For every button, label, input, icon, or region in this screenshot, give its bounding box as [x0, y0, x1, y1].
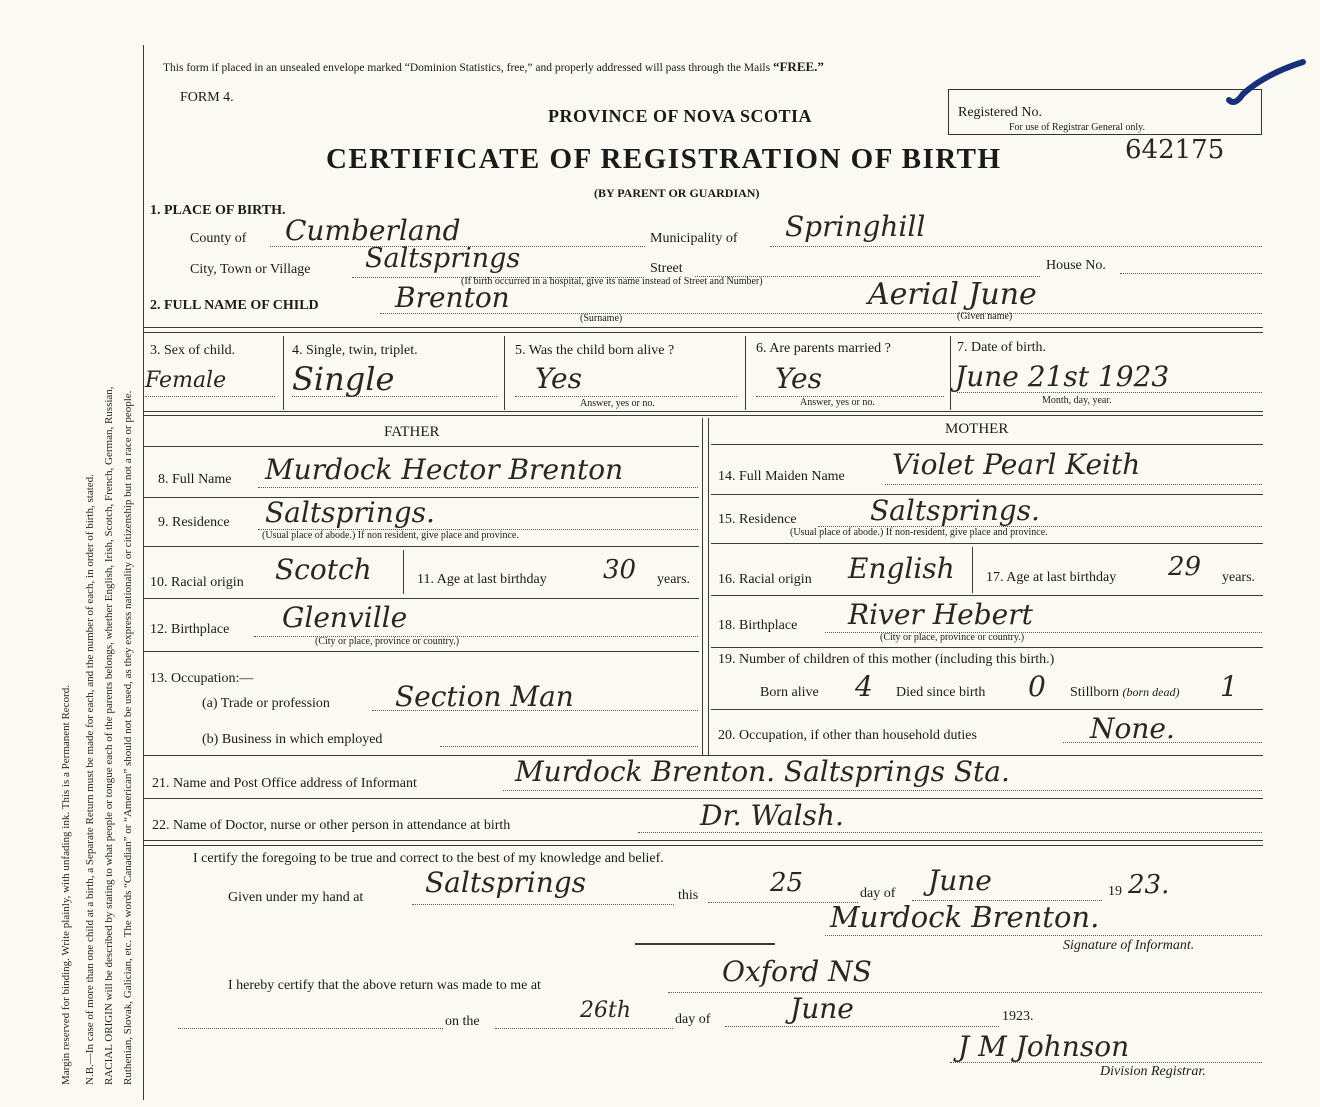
mother-occupation-line — [1063, 742, 1262, 743]
certify-year-prefix: 19 — [1108, 884, 1122, 899]
divider — [143, 446, 699, 447]
margin-note-1: Margin reserved for binding. Write plainly, with unfading ink. This is a Permanent Record. — [60, 685, 72, 1085]
divider — [711, 444, 1263, 445]
county-value: Cumberland — [285, 214, 461, 247]
child-given-name: Aerial June — [868, 277, 1037, 312]
mother-header: MOTHER — [945, 421, 1009, 437]
sex-label: 3. Sex of child. — [150, 343, 236, 358]
mail-notice: This form if placed in an unsealed envelope marked “Dominion Statistics, free,” and properly addressed will pass through the Mails “FREE.” — [163, 59, 824, 74]
doctor-label: 22. Name of Doctor, nurse or other person in attendance at birth — [152, 818, 511, 833]
married-label: 6. Are parents married ? — [756, 341, 891, 356]
registrar-statement: I hereby certify that the above return was made to me at — [228, 978, 541, 993]
registrar-lead-line — [178, 1028, 443, 1029]
informant-value: Murdock Brenton. Saltsprings Sta. — [515, 755, 1010, 788]
margin-note-4: Ruthenian, Slovak, Galician, etc. The words “Canadian” or “American” should not be used, as they express nationality or citizenship but not a race or people. — [122, 390, 134, 1085]
divider — [711, 595, 1263, 596]
father-res-value: Saltsprings. — [265, 496, 435, 529]
child-name-line — [380, 313, 1262, 314]
registered-box — [948, 89, 1262, 135]
trade-label: (a) Trade or profession — [202, 696, 330, 711]
divider — [143, 411, 1263, 412]
father-race-label: 10. Racial origin — [150, 575, 244, 590]
divider — [711, 647, 1263, 648]
dob-label: 7. Date of birth. — [957, 340, 1047, 355]
business-label: (b) Business in which employed — [202, 732, 383, 747]
registered-label: Registered No. — [958, 105, 1042, 120]
father-header: FATHER — [384, 424, 440, 440]
children-label: 19. Number of children of this mother (including this birth.) — [718, 652, 1055, 667]
signature-line — [825, 935, 1262, 936]
registrar-day: 26th — [580, 998, 632, 1023]
given-name-note: (Given name) — [957, 311, 1013, 322]
registrar-label: Division Registrar. — [1100, 1064, 1206, 1079]
father-birthplace-note: (City or place, province or country.) — [315, 636, 460, 647]
divider — [745, 336, 746, 410]
on-the-label: on the — [445, 1014, 480, 1029]
registrar-day-of-label: day of — [675, 1012, 711, 1027]
stillborn-label: Stillborn (born dead) — [1070, 685, 1180, 700]
father-age-value: 30 — [603, 555, 637, 585]
registrar-year: 1923. — [1002, 1009, 1034, 1024]
this-label: this — [678, 888, 699, 903]
city-label: City, Town or Village — [190, 262, 311, 277]
margin-note-2: N.B.—In case of more than one child at a birth, a Separate Return must be made for each, and the number of each, in order of birth, stated. — [84, 474, 96, 1085]
mother-name-line — [885, 484, 1262, 485]
sex-line — [145, 396, 275, 397]
margin-note-3: RACIAL ORIGIN will be described by stating to what people or tongue each of the parents belongs, whether English, Irish, Scotch, French, German, Russian, — [103, 386, 115, 1085]
certify-day: 25 — [770, 868, 804, 898]
mother-birthplace-value: River Hebert — [848, 598, 1033, 631]
born-alive-label: Born alive — [760, 685, 819, 700]
separator-line — [635, 943, 775, 945]
father-name-label: 8. Full Name — [158, 472, 232, 487]
dob-note: Month, day, year. — [1042, 395, 1112, 406]
registration-number: 642175 — [1125, 135, 1225, 165]
divider — [504, 336, 505, 410]
divider — [143, 651, 699, 652]
born-alive-value: 4 — [855, 670, 873, 703]
father-years: years. — [657, 572, 691, 587]
died-value: 0 — [1028, 670, 1046, 703]
municipality-label: Municipality of — [650, 231, 738, 246]
doctor-value: Dr. Walsh. — [700, 799, 844, 832]
municipality-value: Springhill — [785, 210, 926, 243]
registered-note: For use of Registrar General only. — [1009, 122, 1145, 133]
married-note: Answer, yes or no. — [800, 397, 875, 408]
trade-line — [372, 710, 698, 711]
day-of-label: day of — [860, 886, 896, 901]
house-label: House No. — [1046, 258, 1106, 273]
certify-month: June — [928, 864, 992, 897]
divider — [143, 415, 1263, 416]
divider — [143, 546, 699, 547]
twin-value: Single — [292, 360, 395, 398]
father-birthplace-label: 12. Birthplace — [150, 622, 230, 637]
house-line — [1120, 273, 1262, 274]
divider — [143, 840, 1263, 841]
given-place: Saltsprings — [425, 866, 587, 899]
mother-occupation-label: 20. Occupation, if other than household duties — [718, 728, 977, 743]
municipality-line — [770, 246, 1262, 247]
mother-res-note: (Usual place of abode.) If non-resident, give place and province. — [790, 527, 1048, 538]
father-race-value: Scotch — [275, 553, 372, 586]
form-number: FORM 4. — [180, 90, 234, 105]
business-line — [440, 746, 698, 747]
child-surname: Brenton — [395, 281, 510, 314]
stillborn-value: 1 — [1220, 670, 1238, 703]
mother-name-value: Violet Pearl Keith — [892, 448, 1141, 481]
given-place-line — [412, 904, 674, 905]
mother-age-value: 29 — [1168, 552, 1202, 582]
informant-line — [503, 790, 1262, 791]
divider — [283, 336, 284, 410]
mother-res-value: Saltsprings. — [870, 494, 1040, 527]
informant-signature: Murdock Brenton. — [830, 900, 1100, 934]
alive-note: Answer, yes or no. — [580, 398, 655, 409]
dob-value: June 21st 1923 — [955, 360, 1170, 393]
divider — [143, 332, 1263, 333]
certify-year: 23. — [1128, 870, 1170, 900]
street-label: Street — [650, 261, 683, 276]
occupation-label: 13. Occupation:— — [150, 671, 254, 686]
mother-age-label: 17. Age at last birthday — [986, 570, 1117, 585]
married-value: Yes — [775, 362, 822, 395]
signature-label: Signature of Informant. — [1063, 938, 1195, 953]
sex-value: Female — [145, 368, 227, 393]
mother-res-label: 15. Residence — [718, 512, 797, 527]
alive-label: 5. Was the child born alive ? — [515, 343, 675, 358]
informant-label: 21. Name and Post Office address of Informant — [152, 776, 417, 791]
mother-years: years. — [1222, 570, 1256, 585]
surname-note: (Surname) — [580, 313, 623, 324]
registrar-month: June — [790, 992, 854, 1025]
county-label: County of — [190, 231, 247, 246]
dob-line — [957, 392, 1262, 393]
mother-race-label: 16. Racial origin — [718, 572, 812, 587]
father-birthplace-value: Glenville — [282, 601, 408, 634]
mother-birthplace-label: 18. Birthplace — [718, 618, 798, 633]
hospital-note: (If birth occurred in a hospital, give its name instead of Street and Number) — [461, 276, 763, 287]
mother-race-value: English — [848, 552, 955, 585]
divider — [143, 845, 1263, 846]
mother-occupation-value: None. — [1090, 712, 1175, 745]
divider — [143, 327, 1263, 328]
father-res-note: (Usual place of abode.) If non resident, give place and province. — [262, 530, 519, 541]
alive-line — [515, 396, 737, 397]
page-title: CERTIFICATE OF REGISTRATION OF BIRTH — [326, 143, 1002, 175]
twin-line — [292, 396, 497, 397]
page-subtitle: (BY PARENT OR GUARDIAN) — [594, 186, 760, 200]
registrar-place: Oxford NS — [722, 955, 872, 988]
father-age-label: 11. Age at last birthday — [417, 572, 547, 587]
province-title: PROVINCE OF NOVA SCOTIA — [548, 106, 813, 126]
child-name-label: 2. FULL NAME OF CHILD — [150, 298, 319, 313]
city-value: Saltsprings — [365, 243, 521, 274]
father-name-line — [258, 487, 698, 488]
margin-border — [143, 45, 144, 1100]
father-res-label: 9. Residence — [158, 515, 230, 530]
checkmark-icon — [1225, 58, 1310, 108]
certify-statement: I certify the foregoing to be true and correct to the best of my knowledge and belief. — [193, 851, 664, 866]
father-name-value: Murdock Hector Brenton — [265, 453, 624, 486]
divider — [143, 598, 699, 599]
registrar-place-line — [668, 992, 1262, 993]
divider — [403, 550, 404, 594]
divider — [711, 543, 1263, 544]
divider — [972, 547, 973, 593]
mother-name-label: 14. Full Maiden Name — [718, 469, 845, 484]
place-section-label: 1. PLACE OF BIRTH. — [150, 203, 286, 218]
column-divider — [702, 418, 703, 756]
divider — [950, 336, 951, 410]
registrar-signature: J M Johnson — [958, 1030, 1130, 1063]
mother-birthplace-note: (City or place, province or country.) — [880, 632, 1025, 643]
doctor-line — [638, 832, 1262, 833]
divider — [711, 709, 1263, 710]
column-divider — [708, 418, 709, 756]
trade-value: Section Man — [395, 680, 574, 713]
registrar-day-line — [495, 1028, 673, 1029]
alive-value: Yes — [535, 362, 582, 395]
twin-label: 4. Single, twin, triplet. — [292, 343, 418, 358]
died-label: Died since birth — [896, 685, 986, 700]
registrar-month-line — [725, 1026, 999, 1027]
registrar-signature-line — [950, 1062, 1262, 1063]
given-label: Given under my hand at — [228, 890, 364, 905]
